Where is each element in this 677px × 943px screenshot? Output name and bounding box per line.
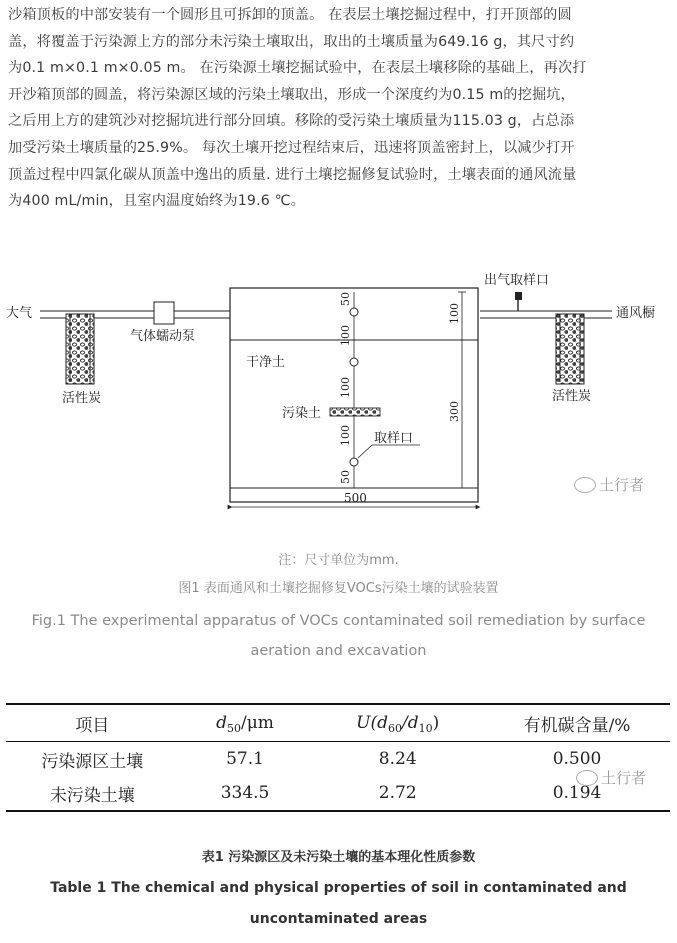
dim-right-100: 100 [448, 303, 461, 324]
dim-50-bottom: 50 [339, 470, 352, 484]
dim-50-top: 50 [339, 292, 352, 306]
figure-caption-en: Fig.1 The experimental apparatus of VOCs contaminated soil remediation by surface aeration and excavation [31, 613, 646, 659]
outlet-port-cap [515, 292, 522, 300]
paragraph-line: 为0.1 m×0.1 m×0.05 m。 在污染源土壤挖掘试验中，在表层土壤移除的基础上，再次打 [8, 60, 587, 77]
paragraph-line: 顶盖过程中四氯化碳从顶盖中逸出的质量. 进行土壤挖掘修复试验时，土壤表面的通风流量 [8, 166, 577, 183]
soil-properties-table [6, 703, 670, 812]
cell-d50: 334.5 [220, 783, 270, 803]
cell-toc: 0.194 [552, 783, 602, 803]
figure-caption-zh: 图1 表面通风和土壤挖掘修复VOCs污染土壤的试验装置 [178, 581, 499, 596]
header-item: 项目 [75, 715, 110, 736]
paragraph-line: 开沙箱顶部的圆盖，将污染源区域的污染土壤取出，形成一个深度约为0.15 m的挖掘坑， [8, 86, 575, 103]
dim-100-b: 100 [339, 377, 352, 398]
contaminated-soil-block [330, 408, 380, 416]
paragraph-line: 加受污染土壤质量的25.9%。 每次土壤开挖过程结束后，迅速将顶盖密封上，以减少打开 [8, 139, 575, 156]
pump-label: 气体蠕动泵 [130, 329, 196, 344]
table-row [6, 742, 670, 777]
paragraph-line: 盖，将覆盖于污染源上方的部分未污染土壤取出，取出的土壤质量为649.16 g，其尺寸约 [8, 33, 575, 50]
activated-carbon-canister-right [556, 314, 584, 384]
paragraph-line: 为400 mL/min，且室内温度始终为19.6 ℃。 [8, 193, 305, 210]
header-organic-carbon: 有机碳含量/% [523, 715, 631, 736]
peristaltic-pump [154, 302, 174, 324]
cell-item: 未污染土壤 [49, 785, 135, 806]
table-caption-en: Table 1 The chemical and physical properties of soil in contaminated and uncontaminated areas [50, 880, 627, 927]
contaminated-soil-label: 污染土 [282, 406, 322, 421]
dim-right-300: 300 [448, 401, 461, 422]
outlet-sampling-port-label: 出气取样口 [484, 273, 550, 288]
wechat-icon [574, 477, 596, 493]
dim-100-c: 100 [339, 425, 352, 446]
dim-bottom-500: 500 [344, 491, 367, 505]
atmosphere-label: 大气 [6, 306, 33, 321]
activated-carbon-canister-left [66, 314, 94, 384]
wechat-icon [576, 770, 598, 786]
watermark: 土行者 [574, 474, 644, 495]
header-d50: $d_{50}/\mu m$ [216, 713, 274, 735]
cell-u: 2.72 [378, 783, 417, 803]
header-uniformity: $U(d_{60}/d_{10})$ [356, 713, 440, 735]
sampling-port-label: 取样口 [374, 431, 414, 446]
table-caption-zh: 表1 污染源区及未污染土壤的基本理化性质参数 [201, 850, 476, 865]
dim-100-a: 100 [339, 325, 352, 346]
table-row [6, 776, 670, 811]
activated-carbon-right-label: 活性炭 [552, 389, 592, 404]
fume-hood-label: 通风橱 [616, 306, 656, 321]
cell-toc: 0.500 [552, 749, 602, 769]
paragraph-line: 沙箱顶板的中部安装有一个圆形且可拆卸的顶盖。 在表层土壤挖掘过程中，打开顶部的圆 [8, 7, 572, 23]
activated-carbon-left-label: 活性炭 [62, 391, 102, 406]
watermark: 土行者 [576, 767, 646, 788]
cell-d50: 57.1 [226, 749, 264, 769]
table-header-row [6, 704, 670, 742]
paragraph-line: 之后用上方的建筑沙对挖掘坑进行部分回填。移除的受污染土壤质量为115.03 g，占总添 [8, 113, 575, 130]
figure-note: 注：尺寸单位为mm. [278, 553, 399, 568]
body-paragraph [8, 2, 670, 215]
cell-item: 污染源区土壤 [41, 751, 144, 772]
clean-soil-label: 干净土 [246, 355, 286, 370]
cell-u: 8.24 [378, 749, 417, 769]
